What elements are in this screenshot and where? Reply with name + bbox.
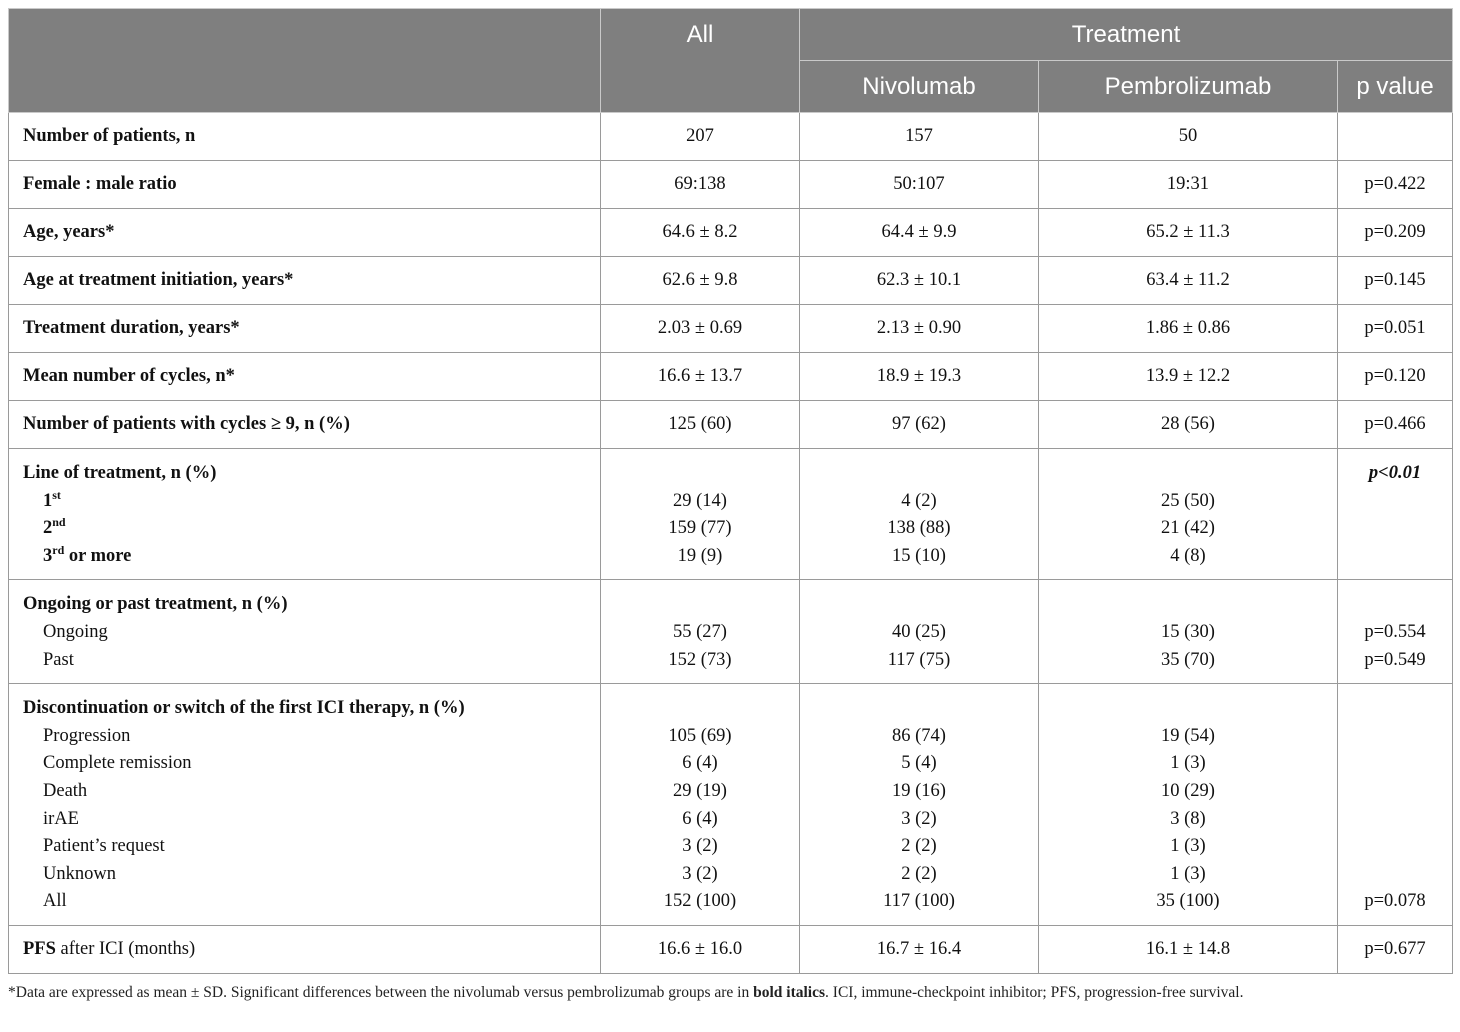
cell-all: 105 (69) 6 (4) 29 (19) 6 (4) 3 (2) 3 (2) 152 (100) <box>601 684 800 926</box>
cell-all: 16.6 ± 13.7 <box>601 353 800 401</box>
table-row-ongoing-past <box>9 580 1453 684</box>
cell-nivolumab: 86 (74) 5 (4) 19 (16) 3 (2) 2 (2) 2 (2) 117 (100) <box>800 684 1039 926</box>
cell-p-value: p=0.677 <box>1338 925 1453 973</box>
table-row <box>9 113 1453 161</box>
table-container <box>8 8 1452 1004</box>
sub-label: 3rd or more <box>43 542 132 566</box>
header-treatment: Treatment <box>800 9 1453 61</box>
cell-p-value: p=0.554 p=0.549 <box>1338 580 1453 684</box>
sub-label: All <box>43 891 67 912</box>
row-label: Number of patients with cycles ≥ 9, n (%) <box>9 401 601 449</box>
table-row <box>9 209 1453 257</box>
cell-p-value: p=0.051 <box>1338 305 1453 353</box>
cell-all: 16.6 ± 16.0 <box>601 925 800 973</box>
cell-p-value: p=0.422 <box>1338 161 1453 209</box>
sub-label: Complete remission <box>43 753 192 774</box>
cell-p-value <box>1338 449 1453 580</box>
row-label: Age at treatment initiation, years* <box>9 257 601 305</box>
significant-p-value: p<0.01 <box>1368 463 1422 483</box>
sub-label: Unknown <box>43 863 116 884</box>
cell-pembrolizumab: 25 (50) 21 (42) 4 (8) <box>1039 449 1338 580</box>
sub-label: Death <box>43 780 88 801</box>
table-row <box>9 401 1453 449</box>
cell-all: 69:138 <box>601 161 800 209</box>
cell-all: 64.6 ± 8.2 <box>601 209 800 257</box>
sub-label: Patient’s request <box>43 836 165 857</box>
cell-all: 2.03 ± 0.69 <box>601 305 800 353</box>
header-all: All <box>601 9 800 113</box>
row-label: Number of patients, n <box>9 113 601 161</box>
cell-nivolumab: 97 (62) <box>800 401 1039 449</box>
cell-p-value <box>1338 113 1453 161</box>
table-row <box>9 257 1453 305</box>
row-label-group <box>9 684 601 926</box>
row-label-group <box>9 580 601 684</box>
table-row-line-of-treatment <box>9 449 1453 580</box>
cell-nivolumab: 62.3 ± 10.1 <box>800 257 1039 305</box>
cell-p-value: p=0.145 <box>1338 257 1453 305</box>
table-row-discontinuation <box>9 684 1453 926</box>
row-label-group <box>9 449 601 580</box>
cell-p-value: p=0.078 <box>1338 684 1453 926</box>
cell-all: 55 (27) 152 (73) <box>601 580 800 684</box>
sub-label: Ongoing <box>43 621 108 642</box>
cell-all: 207 <box>601 113 800 161</box>
row-label: Ongoing or past treatment, n (%) <box>23 594 288 615</box>
cell-pembrolizumab: 16.1 ± 14.8 <box>1039 925 1338 973</box>
cell-p-value: p=0.120 <box>1338 353 1453 401</box>
cell-pembrolizumab: 19 (54) 1 (3) 10 (29) 3 (8) 1 (3) 1 (3) 35 (100) <box>1039 684 1338 926</box>
sub-label: Past <box>43 649 74 670</box>
table-header <box>9 9 1453 113</box>
table-row <box>9 353 1453 401</box>
row-label: Female : male ratio <box>9 161 601 209</box>
sub-label: irAE <box>43 808 79 829</box>
cell-all: 125 (60) <box>601 401 800 449</box>
cell-nivolumab: 16.7 ± 16.4 <box>800 925 1039 973</box>
cell-pembrolizumab: 1.86 ± 0.86 <box>1039 305 1338 353</box>
row-label: Age, years* <box>9 209 601 257</box>
header-pembrolizumab: Pembrolizumab <box>1039 61 1338 113</box>
row-label: Treatment duration, years* <box>9 305 601 353</box>
header-p-value: p value <box>1338 61 1453 113</box>
cell-pembrolizumab: 13.9 ± 12.2 <box>1039 353 1338 401</box>
results-table <box>8 8 1453 974</box>
cell-pembrolizumab: 19:31 <box>1039 161 1338 209</box>
sub-label: 1st <box>43 487 61 511</box>
cell-nivolumab: 50:107 <box>800 161 1039 209</box>
cell-all: 29 (14) 159 (77) 19 (9) <box>601 449 800 580</box>
cell-p-value: p=0.209 <box>1338 209 1453 257</box>
cell-all: 62.6 ± 9.8 <box>601 257 800 305</box>
header-empty <box>9 9 601 113</box>
cell-nivolumab: 4 (2) 138 (88) 15 (10) <box>800 449 1039 580</box>
table-row <box>9 305 1453 353</box>
cell-nivolumab: 18.9 ± 19.3 <box>800 353 1039 401</box>
cell-nivolumab: 2.13 ± 0.90 <box>800 305 1039 353</box>
cell-nivolumab: 64.4 ± 9.9 <box>800 209 1039 257</box>
cell-nivolumab: 40 (25) 117 (75) <box>800 580 1039 684</box>
table-footnote: *Data are expressed as mean ± SD. Significant differences between the nivolumab versus pembrolizumab groups are in bold italics. ICI, immune-checkpoint inhibitor; PFS, progression-free survival. <box>8 983 1244 1001</box>
cell-pembrolizumab: 50 <box>1039 113 1338 161</box>
header-nivolumab: Nivolumab <box>800 61 1039 113</box>
row-label: Line of treatment, n (%) <box>23 463 217 483</box>
cell-pembrolizumab: 65.2 ± 11.3 <box>1039 209 1338 257</box>
cell-pembrolizumab: 28 (56) <box>1039 401 1338 449</box>
table-body <box>9 113 1453 974</box>
table-row-pfs <box>9 925 1453 973</box>
table-row <box>9 161 1453 209</box>
row-label: Discontinuation or switch of the first ICI therapy, n (%) <box>23 698 465 719</box>
sub-label: 2nd <box>43 515 66 539</box>
row-label: Mean number of cycles, n* <box>9 353 601 401</box>
cell-pembrolizumab: 63.4 ± 11.2 <box>1039 257 1338 305</box>
cell-pembrolizumab: 15 (30) 35 (70) <box>1039 580 1338 684</box>
row-label: PFS after ICI (months) <box>9 925 601 973</box>
sub-label: Progression <box>43 725 131 746</box>
cell-p-value: p=0.466 <box>1338 401 1453 449</box>
cell-nivolumab: 157 <box>800 113 1039 161</box>
